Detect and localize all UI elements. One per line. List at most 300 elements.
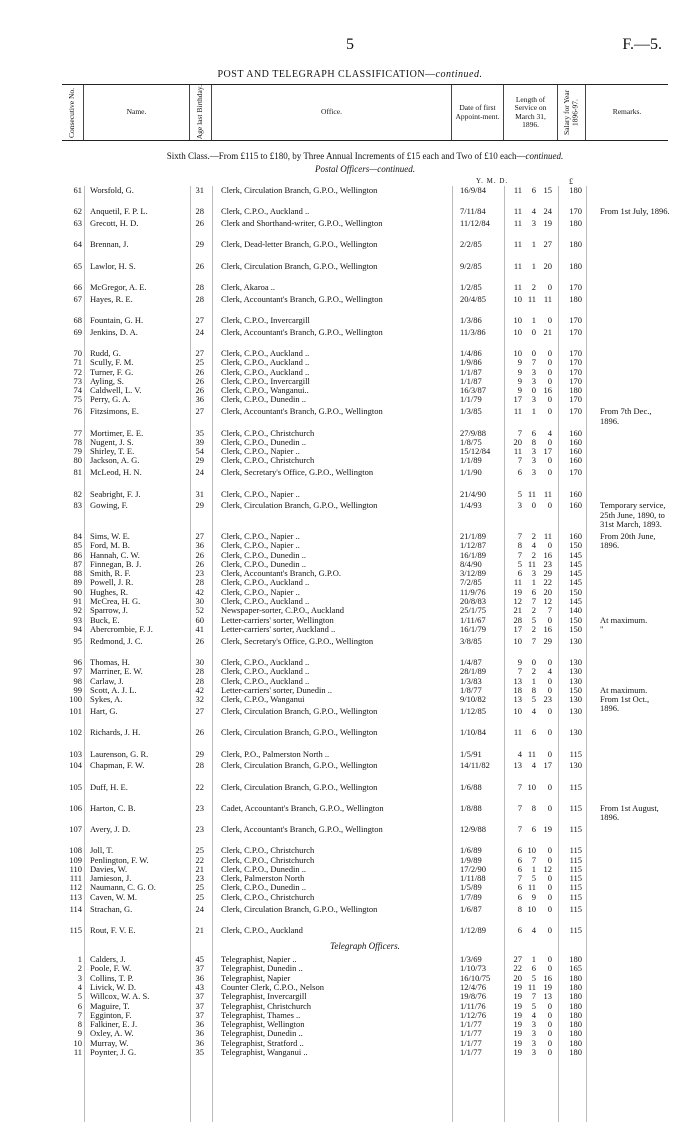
row-age: 31: [195, 185, 204, 195]
row-name: Richards, J. H.: [90, 727, 141, 738]
row-date: 28/1/89: [460, 666, 486, 677]
class-heading: Sixth Class.—From £115 to £180, by Three Annual Increments of £15 each and Two of £10 each—continued.: [166, 151, 564, 161]
row-salary: 180: [569, 991, 582, 1002]
row-years: 6: [517, 863, 522, 874]
row-months: 3: [531, 455, 536, 466]
row-months: 4: [531, 206, 536, 217]
row-date: 3/12/89: [460, 568, 486, 579]
row-years: 28: [513, 614, 522, 625]
row-years: 21: [513, 605, 522, 616]
page-title: [0, 69, 700, 80]
row-years: 11: [513, 727, 522, 738]
row-months: 3: [531, 1019, 536, 1030]
row-age: 31: [195, 488, 204, 499]
row-remarks: ": [600, 623, 604, 634]
row-office: Clerk, C.P.O., Dunedin ..: [221, 436, 306, 447]
row-name: Hayes, R. E.: [90, 293, 133, 304]
row-office: Telegraphist, Napier: [221, 972, 291, 983]
row-age: 21: [195, 924, 204, 935]
row-years: 9: [517, 375, 522, 386]
row-date: 3/8/85: [460, 635, 482, 646]
row-years: 19: [513, 1028, 522, 1039]
row-months: 3: [531, 568, 536, 579]
row-age: 28: [195, 675, 204, 686]
row-salary: 150: [569, 586, 582, 597]
row-days: 0: [547, 500, 552, 511]
row-days: 0: [547, 1047, 552, 1058]
row-office: Clerk, C.P.O., Auckland ..: [221, 357, 310, 368]
row-date: 20/8/83: [460, 596, 486, 606]
row-age: 45: [195, 954, 204, 965]
row-date: 1/10/73: [460, 963, 486, 974]
row-days: 4: [547, 666, 552, 677]
row-office: Clerk, C.P.O., Dunedin ..: [221, 863, 306, 874]
row-name: Turner, F. G.: [90, 366, 134, 377]
row-months: 4: [531, 706, 536, 717]
row-name: Seabright, F. J.: [90, 488, 141, 499]
row-age: 26: [195, 218, 204, 229]
row-months: 4: [531, 540, 536, 551]
row-name: McLeod, H. N.: [90, 467, 142, 478]
row-days: 0: [547, 657, 552, 667]
row-months: 4: [531, 1009, 536, 1020]
row-months: 6: [531, 824, 536, 834]
row-number: 99: [73, 684, 82, 695]
row-salary: 180: [569, 1028, 582, 1039]
row-salary: 180: [569, 1000, 582, 1011]
row-years: 7: [517, 549, 522, 560]
row-salary: 160: [569, 455, 582, 466]
row-office: Clerk, Circulation Branch, G.P.O., Wellington: [221, 185, 378, 195]
row-days: 0: [547, 455, 552, 466]
row-months: 6: [531, 727, 536, 738]
row-salary: 150: [569, 684, 582, 695]
row-days: 19: [543, 981, 552, 992]
postal-heading: Postal Officers—continued.: [315, 164, 415, 174]
row-months: 0: [531, 657, 536, 667]
row-months: 9: [531, 891, 536, 902]
row-number: 101: [69, 706, 82, 717]
row-date: 12/9/88: [460, 824, 486, 834]
row-name: Poynter, J. G.: [90, 1047, 137, 1058]
page-number: 5: [346, 36, 354, 53]
row-salary: 180: [569, 1037, 582, 1048]
row-date: 16/3/87: [460, 385, 486, 396]
row-days: 0: [547, 781, 552, 792]
row-months: 1: [531, 260, 536, 271]
row-date: 16/9/84: [460, 185, 486, 195]
row-months: 11: [527, 882, 536, 893]
row-years: 11: [513, 218, 522, 229]
row-date: 1/6/87: [460, 903, 482, 914]
row-number: 5: [77, 991, 82, 1002]
row-number: 86: [73, 549, 82, 560]
row-age: 22: [195, 781, 204, 792]
row-years: 6: [517, 854, 522, 865]
row-office: Newspaper-sorter, C.P.O., Auckland: [221, 605, 344, 616]
row-months: 0: [531, 347, 536, 358]
row-salary: 115: [569, 924, 582, 935]
row-salary: 115: [569, 854, 582, 865]
row-name: Falkiner, E. J.: [90, 1019, 138, 1030]
row-number: 81: [73, 467, 82, 478]
row-months: 0: [531, 385, 536, 396]
row-name: Murray, W.: [90, 1037, 129, 1048]
row-age: 35: [195, 1047, 204, 1058]
row-years: 9: [517, 357, 522, 368]
row-age: 23: [195, 873, 204, 884]
row-days: 0: [547, 684, 552, 695]
row-months: 11: [527, 488, 536, 499]
row-number: 108: [69, 845, 82, 856]
row-salary: 150: [569, 623, 582, 634]
row-name: Worsfold, G.: [90, 185, 134, 195]
row-salary: 145: [569, 577, 582, 588]
row-date: 1/3/86: [460, 314, 482, 325]
row-date: 1/1/89: [460, 455, 482, 466]
row-age: 36: [195, 1037, 204, 1048]
row-months: 3: [531, 467, 536, 478]
row-number: 65: [73, 260, 82, 271]
row-number: 111: [69, 873, 82, 884]
row-name: Laurenson, G. R.: [90, 748, 149, 759]
row-days: 11: [543, 293, 552, 304]
row-office: Clerk, C.P.O., Auckland ..: [221, 666, 310, 677]
row-salary: 180: [569, 293, 582, 304]
row-salary: 130: [569, 666, 582, 677]
row-years: 7: [517, 666, 522, 677]
row-salary: 145: [569, 558, 582, 569]
row-name: Calders, J.: [90, 954, 126, 965]
row-date: 9/10/82: [460, 694, 486, 705]
row-age: 24: [195, 326, 204, 337]
row-age: 26: [195, 549, 204, 560]
row-office: Clerk, C.P.O., Dunedin ..: [221, 558, 306, 569]
row-months: 2: [531, 605, 536, 616]
row-salary: 130: [569, 675, 582, 686]
row-salary: 115: [569, 863, 582, 874]
row-office: Clerk, C.P.O., Christchurch: [221, 891, 315, 902]
row-months: 0: [531, 500, 536, 511]
row-name: Rudd, G.: [90, 347, 121, 358]
row-number: 106: [69, 802, 82, 813]
row-months: 3: [531, 375, 536, 386]
row-name: Willcox, W. A. S.: [90, 991, 150, 1002]
row-months: 4: [531, 760, 536, 771]
row-months: 1: [531, 314, 536, 325]
ymd-label: Y. M. D.: [476, 177, 509, 185]
row-years: 4: [517, 748, 522, 759]
row-office: Cadet, Accountant's Branch, G.P.O., Wellington: [221, 802, 384, 813]
row-office: Clerk, Dead-letter Branch, G.P.O., Wellington: [221, 239, 378, 250]
row-name: Perry, G. A.: [90, 394, 131, 405]
row-age: 25: [195, 891, 204, 902]
row-age: 21: [195, 863, 204, 874]
row-age: 28: [195, 666, 204, 677]
row-date: 1/4/86: [460, 347, 482, 358]
row-salary: 130: [569, 694, 582, 705]
row-number: 11: [73, 1047, 82, 1058]
row-age: 35: [195, 427, 204, 438]
row-office: Telegraphist, Wellington: [221, 1019, 305, 1030]
row-days: 0: [547, 706, 552, 717]
row-months: 7: [531, 635, 536, 646]
row-number: 82: [73, 488, 82, 499]
row-years: 11: [513, 185, 522, 195]
row-salary: 170: [569, 467, 582, 478]
row-days: 0: [547, 1000, 552, 1011]
row-days: 23: [543, 694, 552, 705]
row-days: 0: [547, 891, 552, 902]
row-name: Chapman, F. W.: [90, 760, 145, 771]
row-months: 1: [531, 406, 536, 417]
row-days: 0: [547, 394, 552, 405]
row-salary: 150: [569, 540, 582, 551]
row-days: 29: [543, 568, 552, 579]
row-salary: 140: [569, 605, 582, 616]
row-office: Telegraphist, Invercargill: [221, 991, 307, 1002]
row-name: Hannah, C. W.: [90, 549, 140, 560]
row-office: Telegraphist, Dunedin ..: [221, 1028, 303, 1039]
row-salary: 165: [569, 963, 582, 974]
row-office: Clerk, P.O., Palmerston North ..: [221, 748, 330, 759]
row-days: 12: [543, 863, 552, 874]
row-date: 11/12/84: [460, 218, 490, 229]
row-date: 1/11/67: [460, 614, 486, 625]
header-service: Length of Service on March 31, 1896.: [504, 85, 558, 140]
row-date: 1/12/85: [460, 706, 486, 717]
row-months: 3: [531, 446, 536, 457]
row-name: Collins, T. P.: [90, 972, 134, 983]
row-age: 52: [195, 605, 204, 616]
row-years: 7: [517, 802, 522, 813]
header-remarks: Remarks.: [612, 107, 642, 117]
row-office: Clerk, Accountant's Branch, G.P.O.: [221, 568, 342, 579]
row-name: Maguire, T.: [90, 1000, 130, 1011]
row-name: Sykes, A.: [90, 694, 123, 705]
row-number: 110: [69, 863, 82, 874]
row-salary: 145: [569, 568, 582, 579]
row-age: 26: [195, 260, 204, 271]
row-salary: 170: [569, 394, 582, 405]
page-id: F.—5.: [622, 36, 662, 53]
row-name: Penlington, F. W.: [90, 854, 149, 865]
row-months: 3: [531, 218, 536, 229]
row-months: 1: [531, 863, 536, 874]
row-years: 5: [517, 558, 522, 569]
row-name: Avery, J. D.: [90, 824, 131, 834]
row-date: 21/1/89: [460, 530, 486, 541]
row-years: 9: [517, 366, 522, 377]
row-office: Letter-carriers' sorter, Dunedin ..: [221, 684, 332, 695]
column-rule: [190, 186, 191, 1122]
row-months: 2: [531, 549, 536, 560]
row-age: 27: [195, 706, 204, 717]
row-months: 1: [531, 954, 536, 965]
row-salary: 150: [569, 614, 582, 625]
row-number: 85: [73, 540, 82, 551]
row-remarks: From 20th June, 1896.: [600, 530, 656, 551]
row-salary: 115: [569, 802, 582, 813]
row-days: 0: [547, 924, 552, 935]
row-age: 26: [195, 635, 204, 646]
row-months: 3: [531, 394, 536, 405]
row-number: 73: [73, 375, 82, 386]
row-days: 0: [547, 873, 552, 884]
row-office: Clerk, Circulation Branch, G.P.O., Wellington: [221, 727, 378, 738]
row-salary: 180: [569, 972, 582, 983]
row-days: 27: [543, 239, 552, 250]
row-office: Clerk, Circulation Branch, G.P.O., Wellington: [221, 760, 378, 771]
row-office: Clerk, C.P.O., Dunedin ..: [221, 882, 306, 893]
row-years: 10: [513, 635, 522, 646]
row-age: 28: [195, 760, 204, 771]
row-office: Clerk, Circulation Branch, G.P.O., Wellington: [221, 781, 378, 792]
row-days: 0: [547, 727, 552, 738]
row-number: 102: [69, 727, 82, 738]
row-salary: 115: [569, 882, 582, 893]
row-years: 18: [513, 684, 522, 695]
row-date: 1/10/84: [460, 727, 486, 738]
row-number: 80: [73, 455, 82, 466]
row-office: Clerk, C.P.O., Napier ..: [221, 540, 300, 551]
row-office: Clerk, Accountant's Branch, G.P.O., Wellington: [221, 406, 383, 417]
row-number: 10: [73, 1037, 82, 1048]
row-number: 66: [73, 281, 82, 292]
row-office: Telegraphist, Wanganui ..: [221, 1047, 308, 1058]
row-age: 37: [195, 1000, 204, 1011]
row-salary: 130: [569, 657, 582, 667]
row-name: Poole, F. W.: [90, 963, 132, 974]
row-age: 42: [195, 586, 204, 597]
row-years: 10: [513, 347, 522, 358]
row-number: 69: [73, 326, 82, 337]
row-salary: 180: [569, 385, 582, 396]
row-months: 8: [531, 436, 536, 447]
row-number: 3: [77, 972, 82, 983]
row-number: 70: [73, 347, 82, 358]
row-office: Telegraphist, Christchurch: [221, 1000, 312, 1011]
row-age: 36: [195, 394, 204, 405]
row-age: 26: [195, 385, 204, 396]
row-name: Strachan, G.: [90, 903, 133, 914]
row-name: Thomas, H.: [90, 657, 130, 667]
row-days: 0: [547, 903, 552, 914]
row-name: Ford, M. B.: [90, 540, 130, 551]
row-years: 7: [517, 781, 522, 792]
row-years: 19: [513, 1000, 522, 1011]
row-months: 1: [531, 675, 536, 686]
header-age: Age last Birthday.: [190, 85, 212, 140]
title-main: POST AND TELEGRAPH CLASSIFICATION—: [217, 69, 436, 80]
column-rule: [452, 186, 453, 1122]
row-age: 26: [195, 558, 204, 569]
row-remarks: From 1st Oct., 1896.: [600, 694, 650, 714]
row-months: 7: [531, 357, 536, 368]
row-age: 30: [195, 596, 204, 606]
row-months: 5: [531, 873, 536, 884]
row-months: 8: [531, 684, 536, 695]
row-office: Clerk, Akaroa ..: [221, 281, 276, 292]
column-rule: [212, 186, 213, 1122]
row-days: 0: [547, 614, 552, 625]
row-months: 7: [531, 991, 536, 1002]
header-salary: Salary for Year 1896-97.: [558, 85, 586, 140]
row-months: 2: [531, 281, 536, 292]
row-date: 1/6/88: [460, 781, 482, 792]
row-years: 19: [513, 1019, 522, 1030]
row-office: Clerk, Circulation Branch, G.P.O., Wellington: [221, 500, 378, 511]
row-name: Duff, H. E.: [90, 781, 128, 792]
row-months: 5: [531, 1000, 536, 1011]
row-name: Sparrow, J.: [90, 605, 128, 616]
row-age: 29: [195, 239, 204, 250]
row-number: 68: [73, 314, 82, 325]
row-office: Clerk, Accountant's Branch, G.P.O., Wellington: [221, 326, 383, 337]
row-age: 36: [195, 972, 204, 983]
row-name: Fitzsimons, E.: [90, 406, 139, 417]
row-date: 1/3/69: [460, 954, 482, 965]
row-office: Clerk, C.P.O., Dunedin ..: [221, 394, 306, 405]
row-date: 16/1/79: [460, 623, 486, 634]
row-years: 10: [513, 706, 522, 717]
row-days: 0: [547, 1019, 552, 1030]
row-number: 113: [69, 891, 82, 902]
row-date: 14/11/82: [460, 760, 490, 771]
row-age: 42: [195, 684, 204, 695]
row-number: 8: [77, 1019, 82, 1030]
row-number: 88: [73, 568, 82, 579]
row-days: 0: [547, 467, 552, 478]
row-months: 2: [531, 623, 536, 634]
row-age: 29: [195, 748, 204, 759]
row-years: 6: [517, 568, 522, 579]
row-name: Caven, W. M.: [90, 891, 137, 902]
row-months: 11: [527, 748, 536, 759]
row-years: 11: [513, 260, 522, 271]
row-office: Clerk, Circulation Branch, G.P.O., Wellington: [221, 260, 378, 271]
row-number: 74: [73, 385, 82, 396]
row-date: 16/1/89: [460, 549, 486, 560]
row-years: 13: [513, 675, 522, 686]
row-months: 7: [531, 596, 536, 606]
row-number: 104: [69, 760, 82, 771]
row-years: 12: [513, 596, 522, 606]
row-days: 16: [543, 623, 552, 634]
row-age: 60: [195, 614, 204, 625]
column-rule: [586, 186, 587, 1122]
row-office: Letter-carriers' sorter, Auckland ..: [221, 623, 336, 634]
row-date: 1/9/89: [460, 854, 482, 865]
row-days: 17: [543, 760, 552, 771]
row-office: Clerk, C.P.O., Dunedin ..: [221, 549, 306, 560]
row-number: 96: [73, 657, 82, 667]
row-years: 11: [513, 446, 522, 457]
row-days: 0: [547, 675, 552, 686]
row-salary: 160: [569, 436, 582, 447]
row-salary: 130: [569, 727, 582, 738]
row-salary: 130: [569, 706, 582, 717]
row-name: Gowing, F.: [90, 500, 128, 511]
row-date: 20/4/85: [460, 293, 486, 304]
row-years: 8: [517, 903, 522, 914]
row-years: 7: [517, 824, 522, 834]
row-number: 7: [77, 1009, 82, 1020]
row-years: 5: [517, 488, 522, 499]
row-remarks: Temporary service, 25th June, 1890, to 31st March, 1893.: [600, 500, 666, 529]
row-years: 20: [513, 436, 522, 447]
title-suffix: continued.: [435, 69, 483, 80]
